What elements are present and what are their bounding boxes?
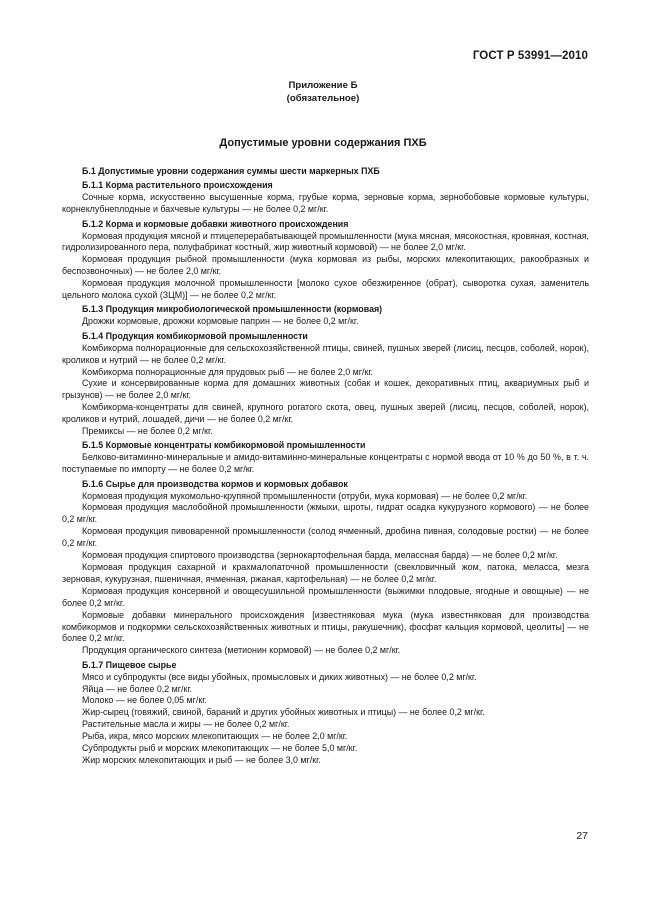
paragraph: Комбикорма-концентраты для свиней, крупного рогатого скота, овец, пушных зверей (лисиц, песцов, соболей, норок), кроликов и нутрий, лошадей, дичи — не более 0,2 мг/кг. <box>62 402 589 425</box>
paragraph: Растительные масла и жиры — не более 0,2 мг/кг. <box>82 719 290 730</box>
paragraph: Жир-сырец (говяжий, свиной, бараний и других убойных животных и птицы) — не более 0,2 мг/кг. <box>82 707 485 718</box>
paragraph: Продукция органического синтеза (метионин кормовой) — не более 0,2 мг/кг. <box>82 645 401 656</box>
section-heading: Б.1.6 Сырье для производства кормов и кормовых добавок <box>82 478 348 489</box>
paragraph: Кормовые добавки минерального происхождения [известняковая мука (мука известняковая для производства комбикормов и подкормки сельскохозяйственных животных и птицы, ракушечник), фосфат кальция кормовой, цеолиты] — не более 0,2 мг/кг. <box>62 609 589 644</box>
paragraph: Кормовая продукция рыбной промышленности (мука кормовая из рыбы, морских млекопитающих, ракообразных и беспозвоночных) — не более 2,0 мг/кг. <box>62 254 589 277</box>
section-title: Допустимые уровни содержания ПХБ <box>219 137 427 149</box>
document-body <box>62 166 589 767</box>
paragraph: Молоко — не более 0,05 мг/кг. <box>82 695 207 706</box>
document-code: ГОСТ Р 53991—2010 <box>472 50 588 62</box>
paragraph: Жир морских млекопитающих и рыб — не более 3,0 мг/кг. <box>82 755 321 765</box>
paragraph: Сочные корма, искусственно высушенные корма, грубые корма, зерновые корма, зернобобовые кормовые культуры, корнеклубнеплодные и бахчевые культуры — не более 0,2 мг/кг. <box>62 192 589 215</box>
appendix-title: Приложение Б <box>288 80 358 91</box>
paragraph: Кормовая продукция консервной и овощесушильной промышленности (выжимки плодовые, ягодные и овощные) — не более 0,2 мг/кг. <box>62 585 589 608</box>
paragraph: Комбикорма полнорационные для прудовых рыб — не более 2,0 мг/кг. <box>82 366 373 377</box>
appendix-status: (обязательное) <box>286 92 360 104</box>
paragraph: Комбикорма полнорационные для сельскохозяйственной птицы, свиней, пушных зверей (лисиц, песцов, соболей, норок), кроликов и нутрий — не более 0,2 мг/кг. <box>62 342 589 365</box>
paragraph: Субпродукты рыб и морских млекопитающих — не более 5,0 мг/кг. <box>82 743 358 754</box>
paragraph: Кормовая продукция молочной промышленности [молоко сухое обезжиренное (обрат), сыворотка сухая, заменитель цельного молока сухой (ЗЦМ)] — не более 0,2 мг/кг. <box>62 278 589 301</box>
paragraph: Рыба, икра, мясо морских млекопитающих — не более 2,0 мг/кг. <box>82 731 348 742</box>
section-heading: Б.1.3 Продукция микробиологической промышленности (кормовая) <box>82 304 383 315</box>
section-heading: Б.1.1 Корма растительного происхождения <box>82 180 273 191</box>
paragraph: Кормовая продукция спиртового производства (зернокартофельная барда, мелассная барда) — не более 0,2 мг/кг. <box>82 550 558 561</box>
paragraph: Белково-витаминно-минеральные и амидо-витаминно-минеральные концентраты с нормой ввода от 10 % до 50 %, в т. ч. поступаемые по импорту — не более 0,2 мг/кг. <box>62 452 589 475</box>
section-heading: Б.1.5 Кормовые концентраты комбикормовой промышленности <box>82 440 366 451</box>
paragraph: Дрожжи кормовые, дрожжи кормовые паприн — не более 0,2 мг/кг. <box>82 316 359 327</box>
section-heading: Б.1.7 Пищевое сырье <box>82 659 177 670</box>
paragraph: Яйца — не более 0,2 мг/кг. <box>82 683 192 694</box>
paragraph: Мясо и субпродукты (все виды убойных, промысловых и диких животных) — не более 0,2 мг/кг. <box>82 671 477 682</box>
paragraph: Кормовая продукция пивоваренной промышленности (солод ячменный, дробина пивная, солодовые ростки) — не более 0,2 мг/кг. <box>62 526 589 549</box>
section-heading: Б.1.4 Продукция комбикормовой промышленности <box>82 330 308 341</box>
section-heading: Б.1 Допустимые уровни содержания суммы шести маркерных ПХБ <box>82 166 380 176</box>
paragraph: Премиксы — не более 0,2 мг/кг. <box>82 426 213 437</box>
paragraph: Кормовая продукция мясной и птицеперерабатывающей промышленности (мука мясная, мясокостная, кровяная, костная, гидролизированного пера, полуфабрикат костный, жир животный кормовой) — не более 2,0 мг/кг. <box>62 230 589 253</box>
page-number: 27 <box>576 830 588 842</box>
paragraph: Кормовая продукция маслобойной промышленности (жмыхи, шроты, гидрат осадка кукурузного кормового) — не более 0,2 мг/кг. <box>62 502 589 525</box>
section-heading: Б.1.2 Корма и кормовые добавки животного происхождения <box>82 218 349 229</box>
paragraph: Сухие и консервированные корма для домашних животных (собак и кошек, декоративных птиц, аквариумных рыб и грызунов) — не более 2,0 мг/кг. <box>62 378 589 401</box>
paragraph: Кормовая продукция мукомольно-крупяной промышленности (отруби, мука кормовая) — не более 0,2 мг/кг. <box>82 490 528 501</box>
appendix-heading <box>0 80 646 105</box>
paragraph: Кормовая продукция сахарной и крахмалопаточной промышленности (свекловичный жом, патока, меласса, мезга зерновая, кукурузная, пшеничная, ячменная, ржаная, картофельная) — не более 0,2 мг/кг. <box>62 562 589 584</box>
